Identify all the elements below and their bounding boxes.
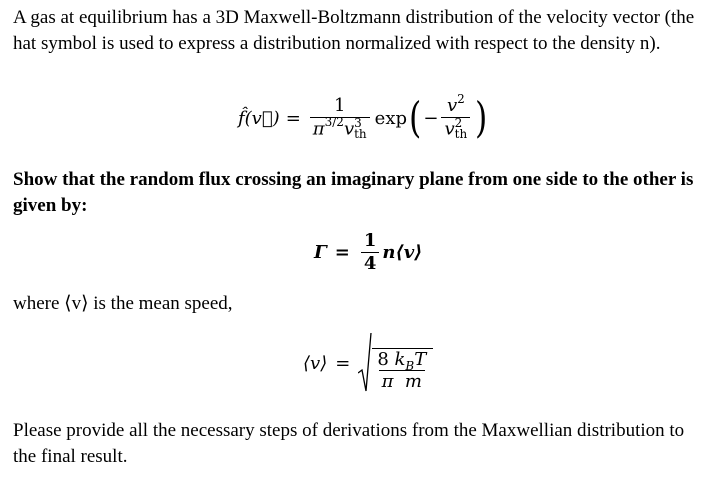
normalization-fraction	[310, 96, 370, 140]
exp-denominator: v 2 th	[441, 117, 470, 141]
exponent-fraction	[441, 92, 470, 142]
equals-sign: =	[335, 352, 351, 374]
speed-numerator: 8 $k_BT$	[377, 348, 427, 373]
mean-speed-symbol: ⟨v⟩	[303, 352, 328, 374]
speed-denominator: π m	[379, 370, 425, 393]
coef-denominator	[310, 117, 370, 141]
quarter-fraction	[361, 231, 380, 274]
close-paren: )	[475, 93, 488, 143]
square-root	[358, 333, 433, 393]
flux-rhs: n⟨v⟩	[382, 242, 423, 264]
fraction-numerator: 1	[363, 230, 377, 251]
flux-equation	[314, 231, 422, 274]
intro-paragraph: A gas at equilibrium has a 3D Maxwell-Boltzmann distribution of the velocity vector (the hat symbol is used to express a distribution normalized with respect to the density n).	[13, 7, 695, 54]
speed-fraction	[374, 350, 429, 393]
task-statement: Show that the random flux crossing an imaginary plane from one side to the other is given by:	[13, 169, 694, 216]
radical-icon	[358, 333, 372, 393]
exp-numerator: $v^2$	[446, 92, 465, 116]
pi-exponent: 3/2	[324, 115, 344, 130]
flux-symbol: Γ	[314, 242, 327, 264]
mean-speed-note: where ⟨v⟩ is the mean speed,	[13, 293, 233, 314]
maxwell-boltzmann-equation	[238, 92, 490, 143]
equals-sign: =	[285, 107, 301, 129]
distribution-symbol: f̂(v⃗)	[238, 107, 280, 129]
mean-speed-equation	[303, 333, 433, 393]
radicand	[372, 348, 433, 393]
vth-scripts: 3 th	[354, 115, 367, 142]
open-paren: (	[409, 93, 422, 143]
closing-paragraph: Please provide all the necessary steps of derivations from the Maxwellian distribution to the final result.	[13, 420, 685, 467]
coef-numerator: 1	[334, 95, 346, 116]
equals-sign: =	[334, 242, 350, 264]
v-symbol: v	[343, 118, 355, 140]
minus-sign: −	[423, 107, 439, 129]
pi-symbol: π	[312, 118, 325, 140]
fraction-denominator: 4	[361, 252, 380, 275]
exp-label: exp	[374, 107, 407, 129]
